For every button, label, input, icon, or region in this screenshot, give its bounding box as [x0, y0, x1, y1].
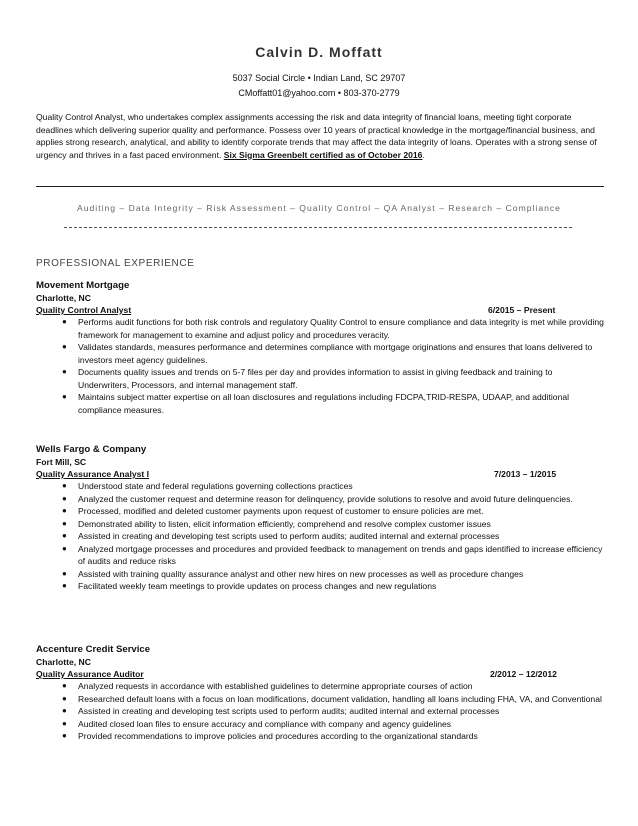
bullet-icon: ●: [62, 531, 67, 540]
header-divider: [36, 186, 604, 187]
job-title: Quality Assurance Analyst I: [36, 469, 150, 479]
bullet-icon: ●: [62, 481, 67, 490]
list-item: ● Documents quality issues and trends on 5-7 files per day and provides information to assist in giving feedback and training to Underwriters, Processors, and internal management staff.: [62, 367, 553, 390]
bullet-icon: ●: [62, 518, 67, 528]
job-title-row: [36, 468, 604, 480]
list-item: ● Analyzed mortgage processes and procedures and provided feedback to management on trends and gaps identified to increase efficiency of audits and reduce risks: [62, 543, 603, 566]
list-item: ● Audited closed loan files to ensure accuracy and compliance with company and agency guidelines: [62, 718, 452, 729]
duty-list: [36, 480, 604, 593]
company-name: Movement Mortgage: [36, 280, 130, 291]
duty-list: [36, 680, 604, 743]
list-item: ● Researched default loans with a focus on loan modifications, document validation, handling all loans including FHA, VA, and Conventional: [62, 693, 602, 704]
job-title: Quality Control Analyst: [36, 305, 132, 315]
job-title-row: [36, 304, 604, 316]
job-title-row: [36, 668, 604, 680]
list-item: ● Processed, modified and deleted customer payments upon request of customer to ensure policies are met.: [62, 506, 484, 516]
company-name: Wells Fargo & Company: [36, 444, 147, 455]
job-dates: 6/2015 – Present: [488, 305, 556, 315]
summary-text: Quality Control Analyst, who undertakes complex assignments accessing the risk and data integrity of financial loans, meeting tight corporate deadlines which delivering superior quality and performance. Possess over 10 years of practical knowledge in the mortgage/financial business, and applies strong research, analytical, and ability to identify corporate trends that may affect the data integrity of loans. Operates with a strong sense of urgency and thrives in a fast paced environment.: [36, 112, 597, 160]
list-item: ● Maintains subject matter expertise on all loan disclosures and regulations including FDCPA,TRID-RESPA, UDAAP, and additional compliance measures.: [62, 392, 570, 415]
bullet-icon: ●: [62, 568, 67, 578]
list-item: ● Analyzed requests in accordance with established guidelines to determine appropriate courses of action: [62, 681, 473, 691]
job-dates: 7/2013 – 1/2015: [494, 469, 557, 479]
list-item: ● Validates standards, measures performance and determines compliance with mortgage originations and ensures that loans delivered to investors meet agency guidelines.: [62, 342, 593, 365]
list-item: ● Demonstrated ability to listen, elicit information efficiently, comprehend and resolve complex customer issues: [62, 518, 491, 529]
bullet-icon: ●: [62, 493, 67, 503]
bullet-icon: ●: [62, 718, 67, 728]
job-entry: [36, 643, 604, 743]
dashed-divider: [64, 227, 572, 228]
job-location: Charlotte, NC: [36, 657, 91, 667]
list-item: ● Analyzed the customer request and determine reason for delinquency, provide solutions to resolve and avoid future delinquencies.: [62, 493, 573, 504]
company-name: Accenture Credit Service: [36, 644, 151, 655]
job-title: Quality Assurance Auditor: [36, 669, 144, 679]
bullet-icon: ●: [62, 317, 67, 326]
bullet-icon: ●: [62, 392, 67, 401]
bullet-icon: ●: [62, 581, 67, 590]
list-item: ● Performs audit functions for both risk controls and regulatory Quality Control to ensure compliance and data integrity is met while providing framework for management to examine and adjust policy and procedures veracity.: [62, 317, 604, 340]
bullet-icon: ●: [62, 342, 67, 351]
duty-list: [36, 316, 604, 416]
email-phone-line: CMoffatt01@yahoo.com • 803-370-2779: [238, 88, 400, 98]
job-location: Charlotte, NC: [36, 293, 91, 303]
job-dates: 2/2012 – 12/2012: [490, 669, 557, 679]
summary-paragraph: [36, 111, 606, 161]
certification-text: Six Sigma Greenbelt certified as of October 2016: [223, 149, 423, 160]
list-item: ● Assisted in creating and developing test scripts used to perform audits; audited internal and external processes: [62, 531, 500, 541]
skills-line: Auditing – Data Integrity – Risk Assessment – Quality Control – QA Analyst – Research – Compliance: [77, 203, 561, 213]
job-entry: [36, 443, 604, 593]
summary-end: .: [422, 149, 425, 160]
list-item: ● Understood state and federal regulations governing collections practices: [62, 481, 353, 491]
list-item: ● Assisted in creating and developing test scripts used to perform audits; audited internal and external processes: [62, 706, 500, 716]
list-item: ● Provided recommendations to improve policies and procedures according to the organizational standards: [62, 731, 478, 741]
candidate-name: Calvin D. Moffatt: [255, 44, 383, 60]
list-item: ● Assisted with training quality assurance analyst and other new hires on new processes as well as procedure changes: [62, 568, 524, 579]
bullet-icon: ●: [62, 543, 67, 553]
address-line: 5037 Social Circle • Indian Land, SC 29707: [232, 73, 406, 83]
bullet-icon: ●: [62, 693, 67, 703]
bullet-icon: ●: [62, 367, 67, 376]
job-location: Fort Mill, SC: [36, 457, 87, 467]
bullet-icon: ●: [62, 731, 67, 740]
job-entry: [36, 279, 604, 416]
list-item: ● Facilitated weekly team meetings to provide updates on process changes and new regulations: [62, 581, 437, 591]
section-title-experience: PROFESSIONAL EXPERIENCE: [36, 258, 195, 269]
bullet-icon: ●: [62, 706, 67, 715]
bullet-icon: ●: [62, 506, 67, 515]
bullet-icon: ●: [62, 681, 67, 690]
